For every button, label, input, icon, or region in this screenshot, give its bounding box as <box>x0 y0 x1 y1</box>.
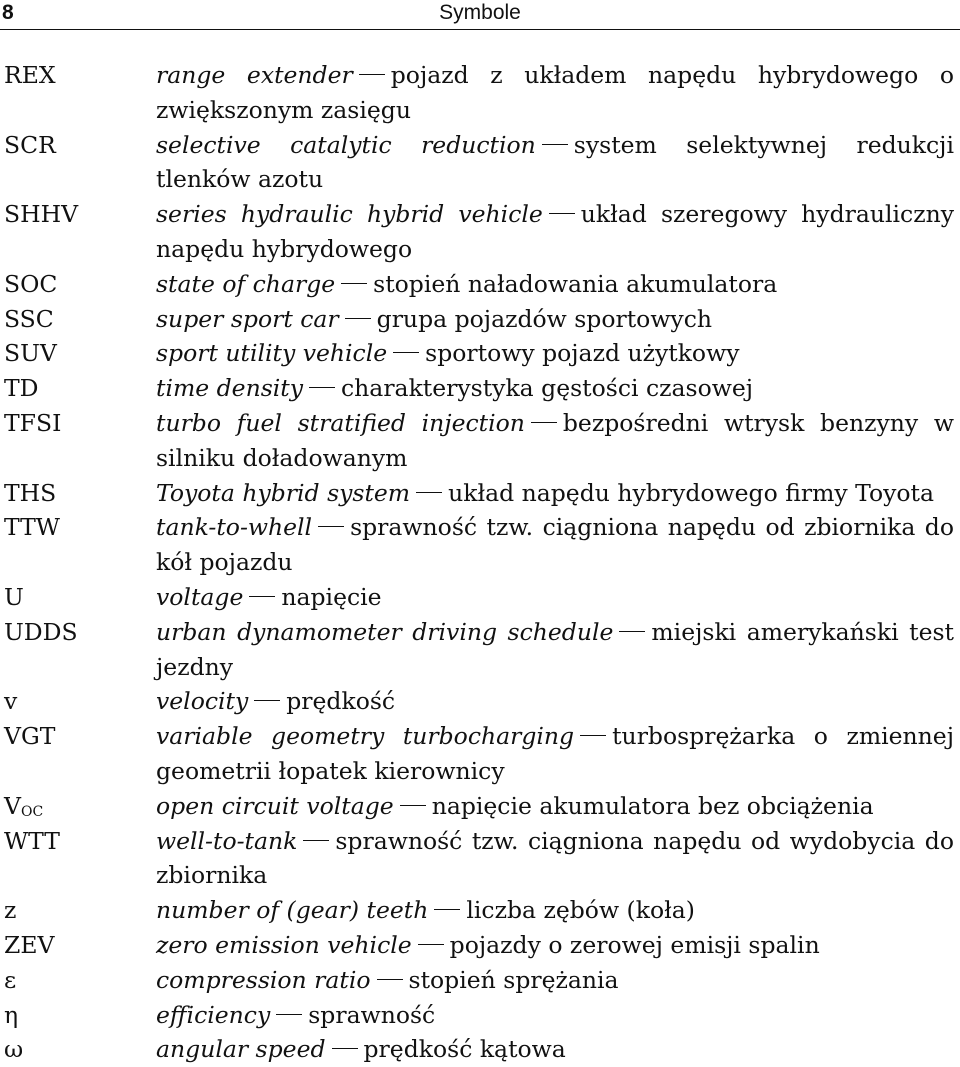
polish-meaning: prędkość <box>286 687 396 716</box>
em-dash-separator <box>393 352 419 353</box>
english-term: time density <box>156 374 304 403</box>
symbol-entry <box>0 998 960 1033</box>
em-dash-separator <box>580 735 606 736</box>
symbol-definition <box>156 336 954 371</box>
symbol-entry <box>0 719 960 789</box>
symbol-definition <box>156 476 954 511</box>
symbol-abbreviation-text: TD <box>4 374 39 403</box>
symbol-definition <box>156 371 954 406</box>
symbol-abbreviation <box>4 336 57 371</box>
em-dash-separator <box>359 74 385 75</box>
english-term: open circuit voltage <box>156 791 394 820</box>
em-dash-separator <box>434 909 460 910</box>
symbol-definition <box>156 893 954 928</box>
symbol-abbreviation-text: z <box>4 896 17 925</box>
polish-meaning: stopień naładowania akumulatora <box>373 269 778 298</box>
symbol-abbreviation-text: ZEV <box>4 930 55 959</box>
polish-meaning: napięcie <box>281 582 382 611</box>
em-dash-separator <box>549 213 575 214</box>
em-dash-separator <box>309 387 335 388</box>
symbol-list <box>0 58 960 1067</box>
symbol-entry <box>0 302 960 337</box>
symbol-entry <box>0 789 960 824</box>
symbol-definition <box>156 580 954 615</box>
em-dash-separator <box>531 422 557 423</box>
em-dash-separator <box>332 1048 358 1049</box>
symbol-abbreviation <box>4 371 39 406</box>
symbol-abbreviation-text: REX <box>4 61 56 89</box>
symbol-abbreviation <box>4 893 16 928</box>
symbol-abbreviation-text: v <box>4 687 18 716</box>
em-dash-separator <box>377 979 403 980</box>
polish-meaning: sportowy pojazd użytkowy <box>425 339 740 368</box>
symbol-entry <box>0 406 960 476</box>
english-term: number of (gear) teeth <box>156 896 429 925</box>
english-term: angular speed <box>156 1035 326 1064</box>
symbol-entry <box>0 684 960 719</box>
em-dash-separator <box>619 631 645 632</box>
em-dash-separator <box>249 596 275 597</box>
english-term: urban dynamometer driving schedule <box>156 617 614 646</box>
symbol-abbreviation-text: SSC <box>4 304 54 333</box>
symbol-abbreviation <box>4 615 78 650</box>
symbol-definition <box>156 58 954 128</box>
symbol-abbreviation <box>4 789 43 828</box>
symbol-entry <box>0 476 960 511</box>
symbol-definition <box>156 998 954 1033</box>
symbol-entry <box>0 197 960 267</box>
english-term: velocity <box>156 687 249 716</box>
symbol-entry <box>0 893 960 928</box>
polish-meaning: sprawność tzw. ciągniona napędu od zbiornika do kół pojazdu <box>156 513 954 577</box>
english-term: super sport car <box>156 304 339 333</box>
em-dash-separator <box>416 492 442 493</box>
polish-meaning: system selektywnej redukcji tlenków azotu <box>156 130 954 194</box>
symbol-abbreviation-text: WTT <box>4 826 60 855</box>
em-dash-separator <box>418 944 444 945</box>
polish-meaning: układ szeregowy hydrauliczny napędu hybrydowego <box>156 200 954 263</box>
symbol-definition <box>156 406 954 476</box>
polish-meaning: sprawność <box>308 1000 436 1029</box>
symbol-abbreviation <box>4 963 16 998</box>
polish-meaning: bezpośredni wtrysk benzyny w silniku doładowanym <box>156 408 954 472</box>
symbol-abbreviation-text: TTW <box>4 513 60 542</box>
symbol-definition <box>156 684 954 719</box>
symbol-abbreviation <box>4 128 56 163</box>
symbol-subscript: OC <box>20 803 44 820</box>
polish-meaning: turbosprężarka o zmiennej geometrii łopatek kierownicy <box>156 722 954 785</box>
english-term: voltage <box>156 582 244 611</box>
symbol-definition <box>156 267 954 302</box>
symbol-definition <box>156 510 954 580</box>
symbol-definition <box>156 128 954 198</box>
symbol-entry <box>0 824 960 894</box>
symbol-definition <box>156 789 954 824</box>
em-dash-separator <box>341 283 367 284</box>
symbol-abbreviation <box>4 684 17 719</box>
polish-meaning: układ napędu hybrydowego firmy Toyota <box>448 478 935 507</box>
symbol-definition <box>156 615 954 685</box>
em-dash-separator <box>318 526 344 527</box>
symbol-entry <box>0 371 960 406</box>
english-term: turbo fuel stratified injection <box>156 408 525 437</box>
english-term: range extender <box>156 61 353 89</box>
english-term: well-to-tank <box>156 826 298 855</box>
polish-meaning: napięcie akumulatora bez obciążenia <box>431 791 874 820</box>
symbol-definition <box>156 302 954 337</box>
symbol-abbreviation <box>4 302 54 337</box>
english-term: Toyota hybrid system <box>156 478 411 507</box>
symbol-entry <box>0 128 960 198</box>
symbol-entry <box>0 336 960 371</box>
symbol-definition <box>156 963 954 998</box>
symbol-entry <box>0 1032 960 1067</box>
symbol-abbreviation <box>4 197 78 232</box>
symbol-definition <box>156 824 954 894</box>
english-term: sport utility vehicle <box>156 339 388 368</box>
english-term: compression ratio <box>156 965 371 994</box>
symbol-entry <box>0 928 960 963</box>
symbol-abbreviation-text: ω <box>4 1035 24 1064</box>
symbol-abbreviation-text: THS <box>4 478 57 507</box>
symbol-abbreviation <box>4 998 18 1033</box>
english-term: zero emission vehicle <box>156 930 412 959</box>
page-header <box>0 0 960 30</box>
em-dash-separator <box>542 144 568 145</box>
symbol-entry <box>0 615 960 685</box>
symbol-abbreviation <box>4 267 57 302</box>
symbol-entry <box>0 963 960 998</box>
symbol-abbreviation-text: VGT <box>4 722 56 751</box>
symbol-abbreviation-text: V <box>4 791 21 820</box>
english-term: tank-to-whell <box>156 513 313 542</box>
symbol-abbreviation-text: η <box>4 1000 19 1029</box>
symbol-abbreviation <box>4 1032 23 1067</box>
symbol-abbreviation <box>4 406 61 441</box>
english-term: efficiency <box>156 1000 271 1029</box>
symbol-definition <box>156 928 954 963</box>
english-term: series hydraulic hybrid vehicle <box>156 200 543 229</box>
em-dash-separator <box>303 840 329 841</box>
running-title: Symbole <box>439 1 521 24</box>
symbol-definition <box>156 719 954 789</box>
english-term: selective catalytic reduction <box>156 130 536 159</box>
em-dash-separator <box>276 1014 302 1015</box>
polish-meaning: stopień sprężania <box>408 965 619 994</box>
symbol-entry <box>0 510 960 580</box>
english-term: variable geometry turbocharging <box>156 722 575 751</box>
symbol-abbreviation <box>4 476 56 511</box>
symbol-definition <box>156 1032 954 1067</box>
symbol-definition <box>156 197 954 267</box>
polish-meaning: grupa pojazdów sportowych <box>376 304 713 333</box>
symbol-entry <box>0 580 960 615</box>
symbol-abbreviation-text: SUV <box>4 339 57 368</box>
polish-meaning: pojazd z układem napędu hybrydowego o zwiększonym zasięgu <box>156 61 954 124</box>
symbol-abbreviation <box>4 719 55 754</box>
symbol-abbreviation-text: U <box>4 582 24 611</box>
polish-meaning: prędkość kątowa <box>363 1035 566 1064</box>
symbol-abbreviation <box>4 58 56 93</box>
symbol-abbreviation-text: SHHV <box>4 200 79 229</box>
symbol-abbreviation-text: SOC <box>4 269 58 298</box>
symbol-abbreviation <box>4 580 24 615</box>
polish-meaning: liczba zębów (koła) <box>466 896 695 925</box>
symbol-abbreviation-text: SCR <box>4 130 56 159</box>
em-dash-separator <box>254 700 280 701</box>
symbol-abbreviation <box>4 510 60 545</box>
page-number: 8 <box>2 1 14 24</box>
polish-meaning: charakterystyka gęstości czasowej <box>341 374 754 403</box>
symbol-abbreviation-text: UDDS <box>4 617 78 646</box>
english-term: state of charge <box>156 269 336 298</box>
polish-meaning: miejski amerykański test jezdny <box>156 617 954 681</box>
symbol-abbreviation <box>4 928 54 963</box>
polish-meaning: sprawność tzw. ciągniona napędu od wydobycia do zbiornika <box>156 826 954 890</box>
symbol-abbreviation <box>4 824 60 859</box>
em-dash-separator <box>400 805 426 806</box>
symbol-abbreviation-text: ε <box>4 965 17 994</box>
symbol-entry <box>0 267 960 302</box>
em-dash-separator <box>345 318 371 319</box>
polish-meaning: pojazdy o zerowej emisji spalin <box>449 930 820 959</box>
header-rule <box>0 29 960 30</box>
symbol-abbreviation-text: TFSI <box>4 408 62 437</box>
symbol-entry <box>0 58 960 128</box>
